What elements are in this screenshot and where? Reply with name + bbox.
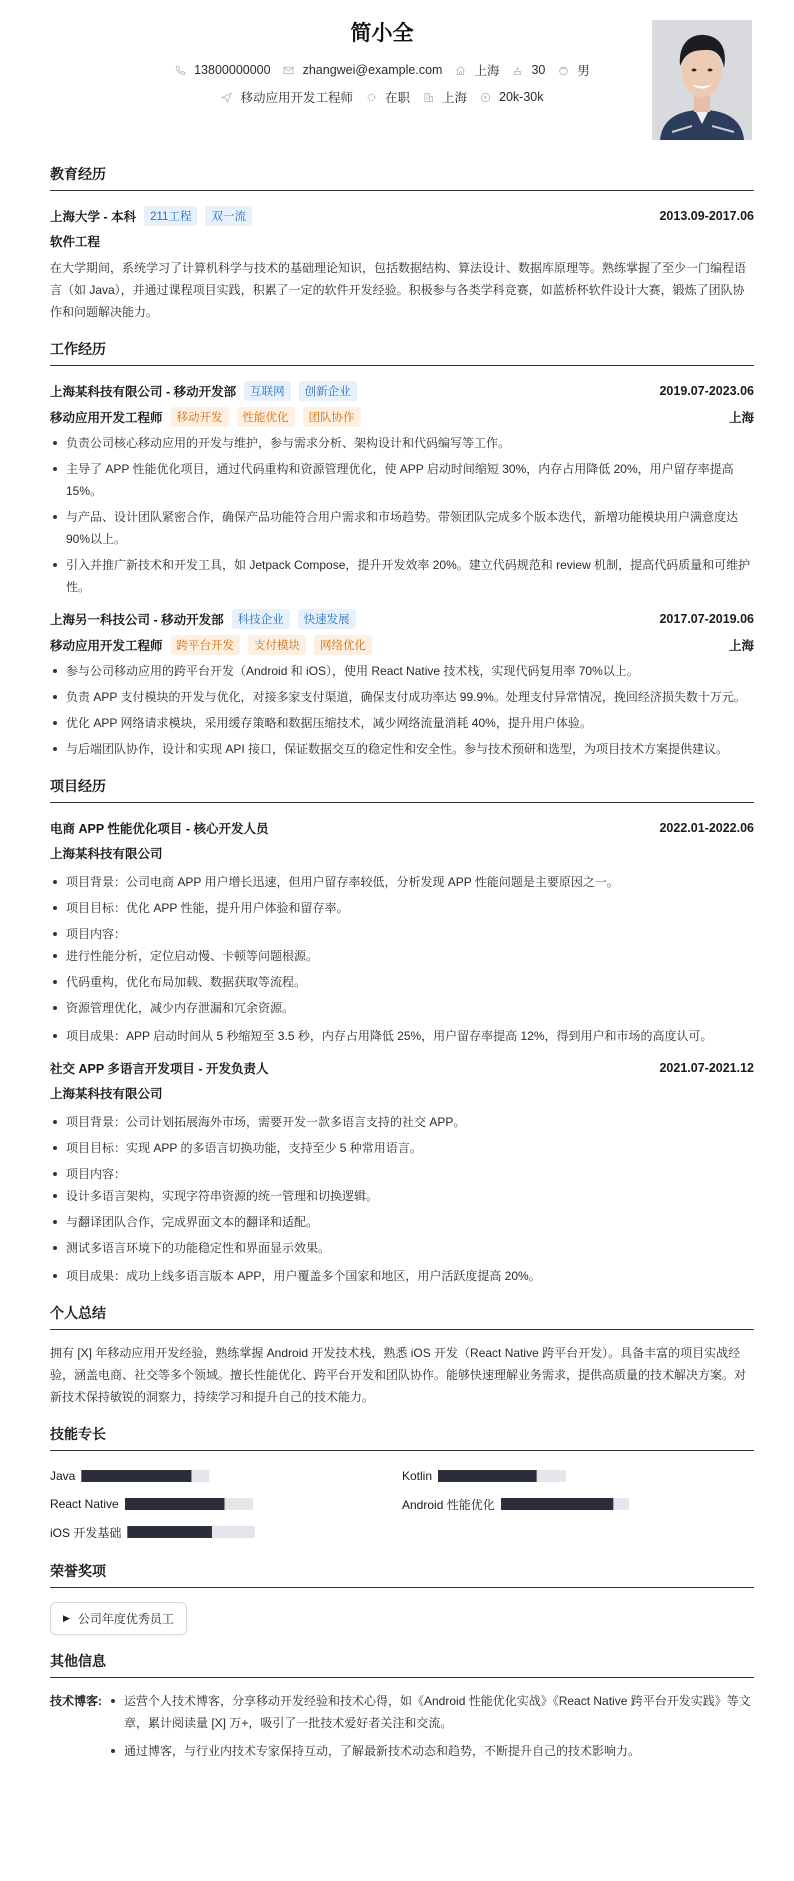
work-entry-header <box>50 378 754 404</box>
skill-bar-fill <box>501 1498 614 1510</box>
skill-bar-fill <box>127 1526 211 1538</box>
target-city-info: 上海 <box>422 88 467 106</box>
list-item: 通过博客，与行业内技术专家保持互动，了解最新技术动态和趋势，不断提升自己的技术影响力。 <box>108 1740 754 1762</box>
project-date: 2021.07-2021.12 <box>659 1061 754 1075</box>
list-item: 代码重构，优化布局加载、数据获取等流程。 <box>50 971 754 993</box>
gender-icon <box>557 64 569 76</box>
list-item: 项目目标：实现 APP 的多语言切换功能，支持至少 5 种常用语言。 <box>50 1137 754 1159</box>
work-role-row <box>50 632 754 658</box>
section-title-awards: 荣誉奖项 <box>50 1561 754 1588</box>
company-name: 上海某科技有限公司 - 移动开发部 <box>50 385 237 399</box>
project-name: 社交 APP 多语言开发项目 - 开发负责人 <box>50 1062 269 1076</box>
list-item: 项目内容： <box>50 923 754 945</box>
building-icon <box>422 91 434 103</box>
role-tag: 性能优化 <box>237 407 295 427</box>
other-info-row <box>50 1690 754 1768</box>
list-item: 引入并推广新技术和开发工具，如 Jetpack Compose，提升开发效率 20%。建立代码规范和 review 机制，提高代码质量和可维护性。 <box>50 554 754 598</box>
award-label: 公司年度优秀员工 <box>77 1612 174 1626</box>
role-title: 移动应用开发工程师 <box>50 411 163 425</box>
caret-right-icon: ▶ <box>63 1613 70 1623</box>
role-tag: 支付模块 <box>248 635 306 655</box>
section-title-work: 工作经历 <box>50 339 754 366</box>
summary-text: 拥有 [X] 年移动应用开发经验，熟练掌握 Android 开发技术栈，熟悉 iOS 开发（React Native 跨平台开发）。具备丰富的项目实战经验，涵盖电商、社交等多个领域。擅长性能优化、跨平台开发和团队协作。能够快速理解业务需求，提供高质量的技术解决方案。对新技术保持敏锐的洞察力，持续学习和提升自己的技术能力。 <box>50 1346 747 1404</box>
work-date: 2019.07-2023.06 <box>659 384 754 398</box>
project-company: 上海某科技有限公司 <box>50 1087 163 1101</box>
home-icon <box>454 64 466 76</box>
phone-info: 13800000000 <box>174 63 270 77</box>
awards-section <box>50 1561 754 1635</box>
project-bullets <box>50 871 754 1047</box>
list-item: 与后端团队协作，设计和实现 API 接口，保证数据交互的稳定性和安全性。参与技术预研和选型，为项目技术方案提供建议。 <box>50 738 754 760</box>
send-icon <box>220 91 232 103</box>
skill-bar <box>438 1470 566 1482</box>
section-title-projects: 项目经历 <box>50 776 754 803</box>
summary-section <box>50 1303 754 1408</box>
school-tag: 211工程 <box>144 206 197 226</box>
skill-item: iOS 开发基础 <box>50 1525 402 1539</box>
email-info: zhangwei@example.com <box>283 63 443 77</box>
job-status-info: 在职 <box>365 88 410 106</box>
project-entry <box>50 1055 754 1287</box>
project-name: 电商 APP 性能优化项目 - 核心开发人员 <box>50 822 269 836</box>
profile-photo <box>652 20 752 140</box>
company-tag: 创新企业 <box>299 381 357 401</box>
project-date: 2022.01-2022.06 <box>659 821 754 835</box>
work-date: 2017.07-2019.06 <box>659 612 754 626</box>
education-description: 在大学期间，系统学习了计算机科学与技术的基础理论知识，包括数据结构、算法设计、数据库原理等。熟练掌握了至少一门编程语言（如 Java），并通过课程项目实践，积累了一定的软件开发经验。积极参与各类学科竞赛，如蓝桥杯软件设计大赛，锻炼了团队协作和问题解决能力。 <box>50 261 747 319</box>
other-section <box>50 1651 754 1768</box>
project-bullets <box>50 1111 754 1287</box>
education-entry <box>50 203 754 323</box>
project-company: 上海某科技有限公司 <box>50 847 163 861</box>
school-tag: 双一流 <box>205 206 252 226</box>
role-tag: 网络优化 <box>314 635 372 655</box>
section-title-education: 教育经历 <box>50 164 754 191</box>
work-location: 上海 <box>728 411 754 425</box>
age-info: 30 <box>511 63 545 77</box>
section-title-skills: 技能专长 <box>50 1424 754 1451</box>
project-entry <box>50 815 754 1047</box>
gender-info: 男 <box>557 61 590 79</box>
work-entry-header <box>50 606 754 632</box>
company-tag: 快速发展 <box>298 609 356 629</box>
work-role-row <box>50 404 754 430</box>
section-title-other: 其他信息 <box>50 1651 754 1678</box>
list-item: 与翻译团队合作，完成界面文本的翻译和适配。 <box>50 1211 754 1233</box>
list-item: 项目背景：公司计划拓展海外市场，需要开发一款多语言支持的社交 APP。 <box>50 1111 754 1133</box>
education-section <box>50 164 754 323</box>
list-item: 项目成果：成功上线多语言版本 APP，用户覆盖多个国家和地区，用户活跃度提高 20%。 <box>50 1265 754 1287</box>
work-bullets <box>50 660 754 760</box>
candidate-name: 简小全 <box>350 22 414 45</box>
company-tag: 科技企业 <box>232 609 290 629</box>
skill-item: Java <box>50 1469 402 1483</box>
role-tag: 移动开发 <box>171 407 229 427</box>
work-entry <box>50 378 754 598</box>
contact-info-row <box>50 61 754 79</box>
age-icon <box>511 64 523 76</box>
projects-section <box>50 776 754 1287</box>
salary-info: 20k-30k <box>479 90 543 104</box>
other-info-bullets <box>108 1690 754 1768</box>
list-item: 项目内容： <box>50 1163 754 1185</box>
company-tag: 互联网 <box>244 381 291 401</box>
list-item: 参与公司移动应用的跨平台开发（Android 和 iOS），使用 React Native 技术栈，实现代码复用率 70%以上。 <box>50 660 754 682</box>
role-tag: 跨平台开发 <box>171 635 241 655</box>
role-title: 移动应用开发工程师 <box>50 639 163 653</box>
phone-icon <box>174 64 186 76</box>
salary-icon <box>479 91 491 103</box>
resume-header <box>50 0 754 160</box>
project-header <box>50 815 754 841</box>
skills-section <box>50 1424 754 1539</box>
company-name: 上海另一科技公司 - 移动开发部 <box>50 613 224 627</box>
work-location: 上海 <box>728 639 754 653</box>
skill-bar <box>501 1498 629 1510</box>
list-item: 负责 APP 支付模块的开发与优化，对接多家支付渠道，确保支付成功率达 99.9%。处理支付异常情况，挽回经济损失数十万元。 <box>50 686 754 708</box>
role-tag: 团队协作 <box>303 407 361 427</box>
section-title-summary: 个人总结 <box>50 1303 754 1330</box>
other-info-label: 技术博客: <box>50 1694 102 1708</box>
work-section <box>50 339 754 760</box>
list-item: 项目背景：公司电商 APP 用户增长迅速，但用户留存率较低，分析发现 APP 性能问题是主要原因之一。 <box>50 871 754 893</box>
major: 软件工程 <box>50 235 101 249</box>
list-item: 设计多语言架构，实现字符串资源的统一管理和切换逻辑。 <box>50 1185 754 1207</box>
project-header <box>50 1055 754 1081</box>
list-item: 运营个人技术博客，分享移动开发经验和技术心得，如《Android 性能优化实战》《React Native 跨平台开发实践》等文章，累计阅读量 [X] 万+，吸引了一批技术爱好者关注和交流。 <box>108 1690 754 1734</box>
education-entry-header <box>50 203 754 229</box>
job-intent-row <box>50 88 754 106</box>
skills-grid <box>50 1469 754 1539</box>
list-item: 项目成果：APP 启动时间从 5 秒缩短至 3.5 秒，内存占用降低 25%，用户留存率提高 12%，得到用户和市场的高度认可。 <box>50 1025 754 1047</box>
list-item: 优化 APP 网络请求模块，采用缓存策略和数据压缩技术，减少网络流量消耗 40%，提升用户体验。 <box>50 712 754 734</box>
skill-bar-fill <box>81 1470 191 1482</box>
award-item[interactable] <box>50 1602 187 1635</box>
residence-info: 上海 <box>454 61 499 79</box>
list-item: 主导了 APP 性能优化项目，通过代码重构和资源管理优化，使 APP 启动时间缩短 30%，内存占用降低 20%，用户留存率提高 15%。 <box>50 458 754 502</box>
school-name: 上海大学 - 本科 <box>50 210 137 224</box>
skill-item: React Native <box>50 1497 402 1511</box>
skill-item: Android 性能优化 <box>402 1497 754 1511</box>
mail-icon <box>283 64 295 76</box>
avatar-portrait-icon <box>652 20 752 140</box>
work-entry <box>50 606 754 760</box>
skill-bar <box>81 1470 209 1482</box>
list-item: 与产品、设计团队紧密合作，确保产品功能符合用户需求和市场趋势。带领团队完成多个版本迭代，新增功能模块用户满意度达 90%以上。 <box>50 506 754 550</box>
status-icon <box>365 91 377 103</box>
list-item: 进行性能分析，定位启动慢、卡顿等问题根源。 <box>50 945 754 967</box>
target-position-info: 移动应用开发工程师 <box>220 88 353 106</box>
list-item: 测试多语言环境下的功能稳定性和界面显示效果。 <box>50 1237 754 1259</box>
list-item: 负责公司核心移动应用的开发与维护，参与需求分析、架构设计和代码编写等工作。 <box>50 432 754 454</box>
list-item: 资源管理优化，减少内存泄漏和冗余资源。 <box>50 997 754 1019</box>
skill-bar-fill <box>438 1470 537 1482</box>
work-bullets <box>50 432 754 598</box>
skill-bar <box>125 1498 253 1510</box>
list-item: 项目目标：优化 APP 性能，提升用户体验和留存率。 <box>50 897 754 919</box>
skill-item: Kotlin <box>402 1469 754 1483</box>
education-date: 2013.09-2017.06 <box>659 209 754 223</box>
skill-bar-fill <box>125 1498 225 1510</box>
skill-bar <box>127 1526 255 1538</box>
